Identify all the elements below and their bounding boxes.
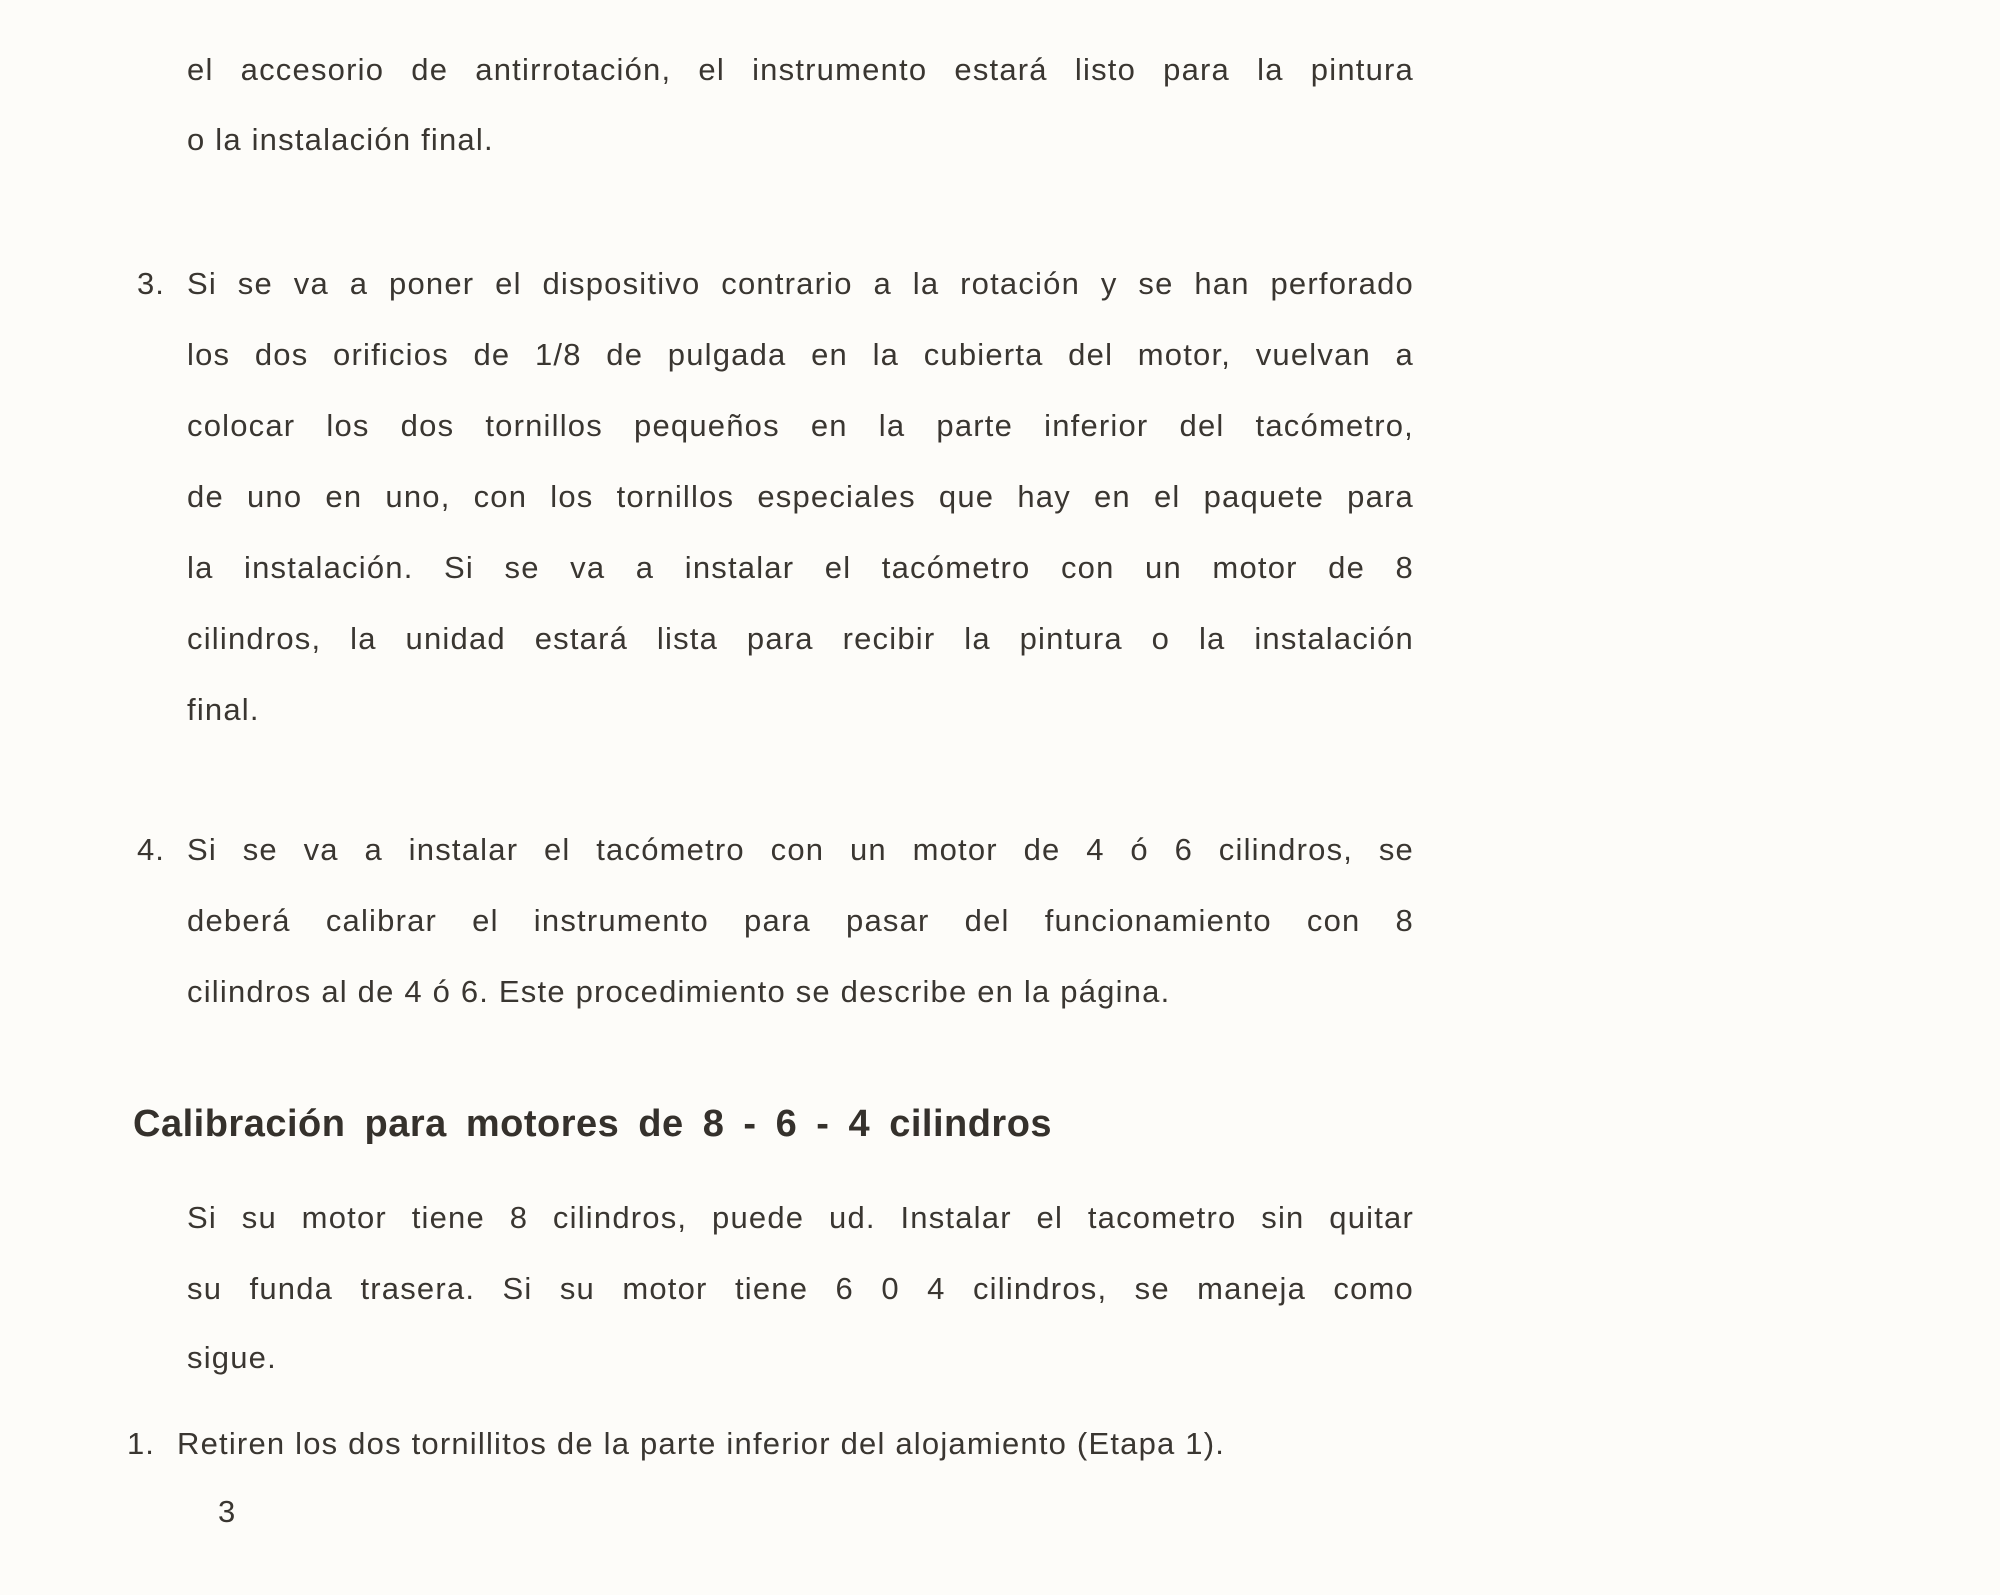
step-1-number: 1. [127, 1426, 155, 1461]
item-3-line-7: final. [187, 692, 260, 727]
item-3-line-2: los dos orificios de 1/8 de pulgada en la cubierta del motor, vuelvan a [187, 337, 1414, 372]
item-4-line-1: Si se va a instalar el tacómetro con un motor de 4 ó 6 cilindros, se [187, 832, 1414, 867]
section-intro-line-2: su funda trasera. Si su motor tiene 6 0 4 cilindros, se maneja como [187, 1271, 1414, 1306]
item-3-line-4: de uno en uno, con los tornillos especiales que hay en el paquete para [187, 479, 1414, 514]
section-intro-line-3: sigue. [187, 1340, 277, 1375]
item-3-line-3: colocar los dos tornillos pequeños en la parte inferior del tacómetro, [187, 408, 1414, 443]
item-4-line-3: cilindros al de 4 ó 6. Este procedimiento se describe en la página. [187, 974, 1171, 1009]
step-1-text: Retiren los dos tornillitos de la parte inferior del alojamiento (Etapa 1). [177, 1426, 1226, 1461]
item-4-number: 4. [137, 832, 165, 867]
section-intro-line-1: Si su motor tiene 8 cilindros, puede ud. Instalar el tacometro sin quitar [187, 1200, 1414, 1235]
page-number: 3 [218, 1494, 236, 1529]
continuation-line-1: el accesorio de antirrotación, el instrumento estará listo para la pintura [187, 52, 1414, 87]
item-3-line-5: la instalación. Si se va a instalar el tacómetro con un motor de 8 [187, 550, 1414, 585]
item-3-line-1: Si se va a poner el dispositivo contrario a la rotación y se han perforado [187, 266, 1414, 301]
item-4-line-2: deberá calibrar el instrumento para pasar del funcionamiento con 8 [187, 903, 1414, 938]
item-3-number: 3. [137, 266, 165, 301]
continuation-line-2: o la instalación final. [187, 122, 494, 157]
item-3-line-6: cilindros, la unidad estará lista para recibir la pintura o la instalación [187, 621, 1414, 656]
section-heading: Calibración para motores de 8 - 6 - 4 cilindros [133, 1103, 1053, 1145]
